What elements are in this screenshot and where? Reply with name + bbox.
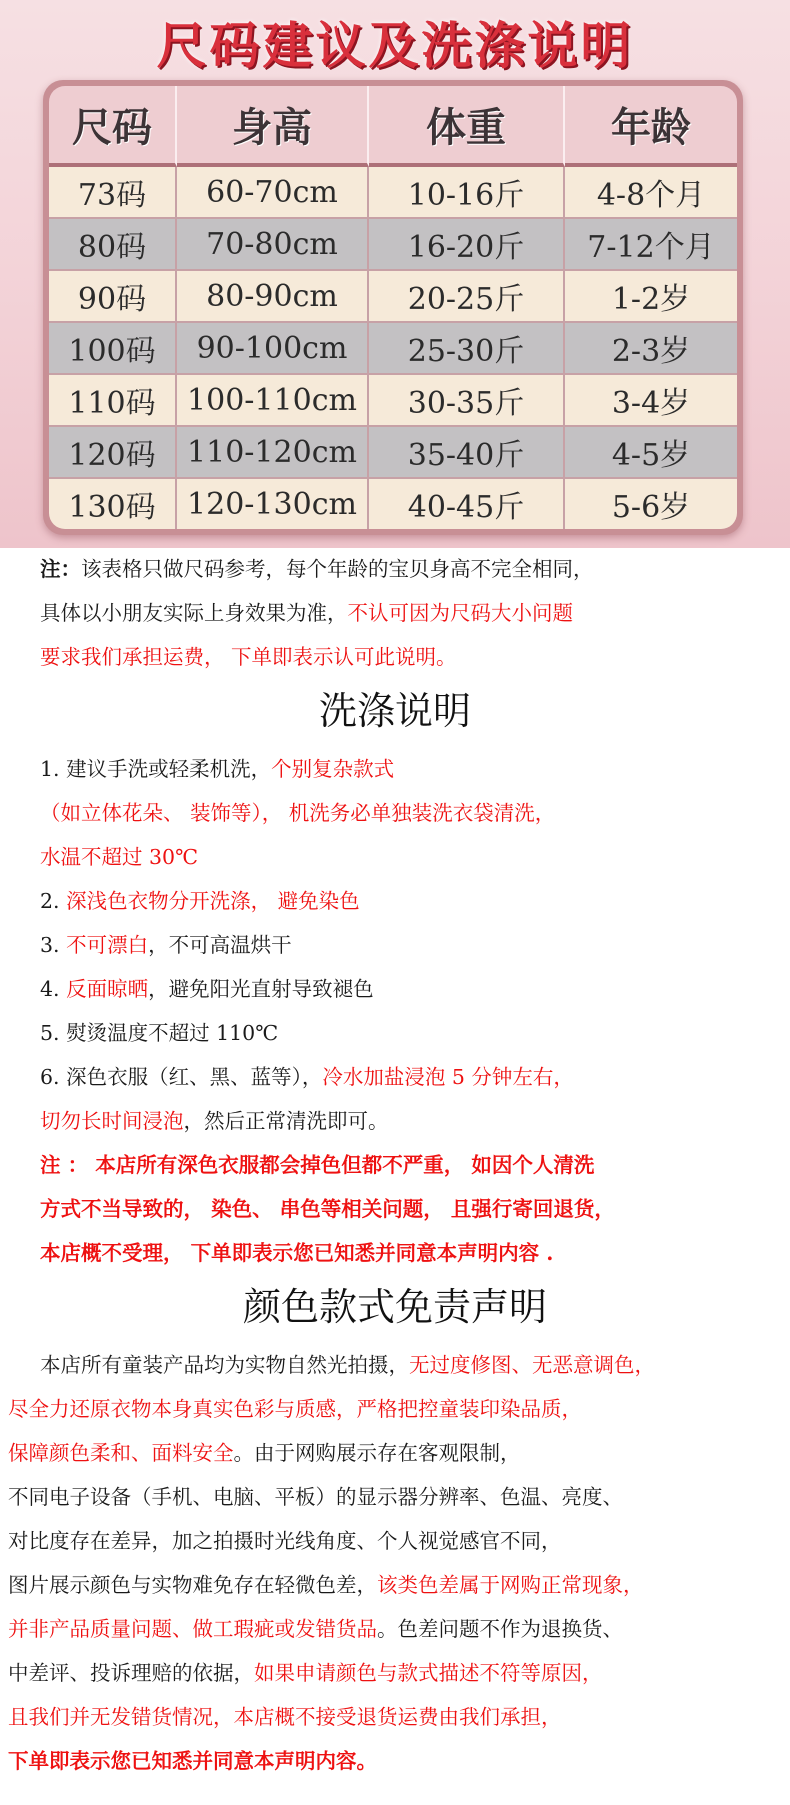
disclaimer-highlight: 保障颜色柔和、面料安全 xyxy=(8,1441,234,1465)
cell-age: 7-12个月 xyxy=(565,219,737,271)
disclaimer-text: 本店所有童装产品均为实物自然光拍摄， xyxy=(40,1353,409,1377)
disclaimer-title: 颜色款式免责声明 xyxy=(242,1285,547,1329)
disclaimer-line-3 xyxy=(8,1436,521,1466)
note-line-1 xyxy=(40,552,594,582)
note-line-3: 要求我们承担运费， 下单即表示认可此说明。 xyxy=(40,645,457,669)
chart-title: 尺码建议及洗涤说明 xyxy=(156,17,634,75)
wash-item-1 xyxy=(40,752,394,782)
cell-age: 4-5岁 xyxy=(565,427,737,479)
wash-num: 2. xyxy=(40,889,67,913)
table-row xyxy=(49,427,737,479)
note-label: 注： xyxy=(40,557,81,581)
cell-height: 60-70cm xyxy=(177,167,369,219)
table-header-row xyxy=(49,86,737,167)
disclaimer-line-7 xyxy=(8,1612,623,1642)
table-row xyxy=(49,479,737,529)
wash-warning: 冷水加盐浸泡 5 分钟左右， xyxy=(322,1065,574,1089)
wash-warning: 深浅色衣物分开洗涤， 避免染色 xyxy=(66,889,360,913)
table-row xyxy=(49,219,737,271)
wash-num: 4. xyxy=(40,977,67,1001)
disclaimer-highlight: 无过度修图、无恶意调色， xyxy=(409,1353,655,1377)
cell-height: 90-100cm xyxy=(177,323,369,375)
wash-note-3: 本店概不受理， 下单即表示您已知悉并同意本声明内容 . xyxy=(40,1241,554,1265)
wash-title: 洗涤说明 xyxy=(318,689,471,733)
wash-num: 3. xyxy=(40,933,67,957)
wash-text: 1. 建议手洗或轻柔机洗， xyxy=(40,757,272,781)
cell-weight: 25-30斤 xyxy=(369,323,565,375)
cell-age: 4-8个月 xyxy=(565,167,737,219)
wash-text: ，不可高温烘干 xyxy=(148,933,292,957)
cell-size: 120码 xyxy=(49,427,177,479)
wash-warning: 切勿长时间浸泡 xyxy=(40,1109,184,1133)
cell-age: 3-4岁 xyxy=(565,375,737,427)
wash-item-4 xyxy=(40,972,374,1002)
wash-item-1-water: 水温不超过 30℃ xyxy=(40,845,199,869)
cell-height: 80-90cm xyxy=(177,271,369,323)
disclaimer-line-8 xyxy=(8,1656,603,1686)
wash-item-1-cont: （如立体花朵、 装饰等）， 机洗务必单独装洗衣袋清洗， xyxy=(40,801,556,825)
wash-item-2 xyxy=(40,884,360,914)
size-table-frame xyxy=(43,80,743,535)
wash-warning: 个别复杂款式 xyxy=(271,757,395,781)
note-text: 该表格只做尺码参考，每个年龄的宝贝身高不完全相同， xyxy=(81,557,594,581)
table-row xyxy=(49,167,737,219)
cell-weight: 40-45斤 xyxy=(369,479,565,529)
cell-weight: 10-16斤 xyxy=(369,167,565,219)
disclaimer-line-5: 对比度存在差异，加之拍摄时光线角度、个人视觉感官不同， xyxy=(8,1529,562,1553)
cell-weight: 16-20斤 xyxy=(369,219,565,271)
cell-weight: 30-35斤 xyxy=(369,375,565,427)
header-size: 尺码 xyxy=(49,86,177,167)
cell-size: 130码 xyxy=(49,479,177,529)
disclaimer-line-6 xyxy=(8,1568,644,1598)
cell-size: 90码 xyxy=(49,271,177,323)
cell-age: 1-2岁 xyxy=(565,271,737,323)
disclaimer-line-9: 且我们并无发错货情况，本店概不接受退货运费由我们承担， xyxy=(8,1705,562,1729)
cell-size: 73码 xyxy=(49,167,177,219)
table-row xyxy=(49,271,737,323)
cell-age: 2-3岁 xyxy=(565,323,737,375)
header-weight: 体重 xyxy=(369,86,565,167)
wash-item-6-cont xyxy=(40,1104,389,1134)
disclaimer-highlight: 如果申请颜色与款式描述不符等原因， xyxy=(254,1661,603,1685)
disclaimer-text: 。色差问题不作为退换货、 xyxy=(377,1617,623,1641)
note-text: 具体以小朋友实际上身效果为准， xyxy=(40,601,348,625)
cell-weight: 20-25斤 xyxy=(369,271,565,323)
table-row xyxy=(49,323,737,375)
size-table xyxy=(49,86,737,529)
wash-text: 6. 深色衣服（红、黑、蓝等）， xyxy=(40,1065,323,1089)
wash-item-6 xyxy=(40,1060,574,1090)
header-height: 身高 xyxy=(177,86,369,167)
disclaimer-text: 。由于网购展示存在客观限制， xyxy=(233,1441,521,1465)
cell-height: 70-80cm xyxy=(177,219,369,271)
cell-height: 120-130cm xyxy=(177,479,369,529)
cell-weight: 35-40斤 xyxy=(369,427,565,479)
cell-height: 110-120cm xyxy=(177,427,369,479)
disclaimer-line-10: 下单即表示您已知悉并同意本声明内容。 xyxy=(8,1749,377,1773)
size-chart-panel xyxy=(0,0,790,548)
note-line-2 xyxy=(40,596,573,626)
cell-size: 80码 xyxy=(49,219,177,271)
wash-item-5: 5. 熨烫温度不超过 110℃ xyxy=(40,1021,279,1045)
wash-warning: 不可漂白 xyxy=(66,933,149,957)
disclaimer-line-2: 尽全力还原衣物本身真实色彩与质感，严格把控童装印染品质， xyxy=(8,1397,582,1421)
header-age: 年龄 xyxy=(565,86,737,167)
wash-note-2: 方式不当导致的， 染色、 串色等相关问题， 且强行寄回退货， xyxy=(40,1197,615,1221)
disclaimer-highlight: 并非产品质量问题、做工瑕疵或发错货品 xyxy=(8,1617,377,1641)
cell-height: 100-110cm xyxy=(177,375,369,427)
disclaimer-line-1 xyxy=(40,1348,655,1378)
cell-size: 110码 xyxy=(49,375,177,427)
wash-item-3 xyxy=(40,928,292,958)
note-warning: 不认可因为尺码大小问题 xyxy=(347,601,573,625)
disclaimer-line-4: 不同电子设备（手机、电脑、平板）的显示器分辨率、色温、亮度、 xyxy=(8,1485,623,1509)
wash-text: ，然后正常清洗即可。 xyxy=(183,1109,389,1133)
wash-note-1: 注 ： 本店所有深色衣服都会掉色但都不严重， 如因个人清洗 xyxy=(40,1153,595,1177)
wash-text: ，避免阳光直射导致褪色 xyxy=(148,977,374,1001)
disclaimer-highlight: 该类色差属于网购正常现象， xyxy=(377,1573,644,1597)
disclaimer-text: 图片展示颜色与实物难免存在轻微色差， xyxy=(8,1573,377,1597)
wash-warning: 反面晾晒 xyxy=(66,977,149,1001)
table-row xyxy=(49,375,737,427)
cell-size: 100码 xyxy=(49,323,177,375)
cell-age: 5-6岁 xyxy=(565,479,737,529)
disclaimer-text: 中差评、投诉理赔的依据， xyxy=(8,1661,254,1685)
